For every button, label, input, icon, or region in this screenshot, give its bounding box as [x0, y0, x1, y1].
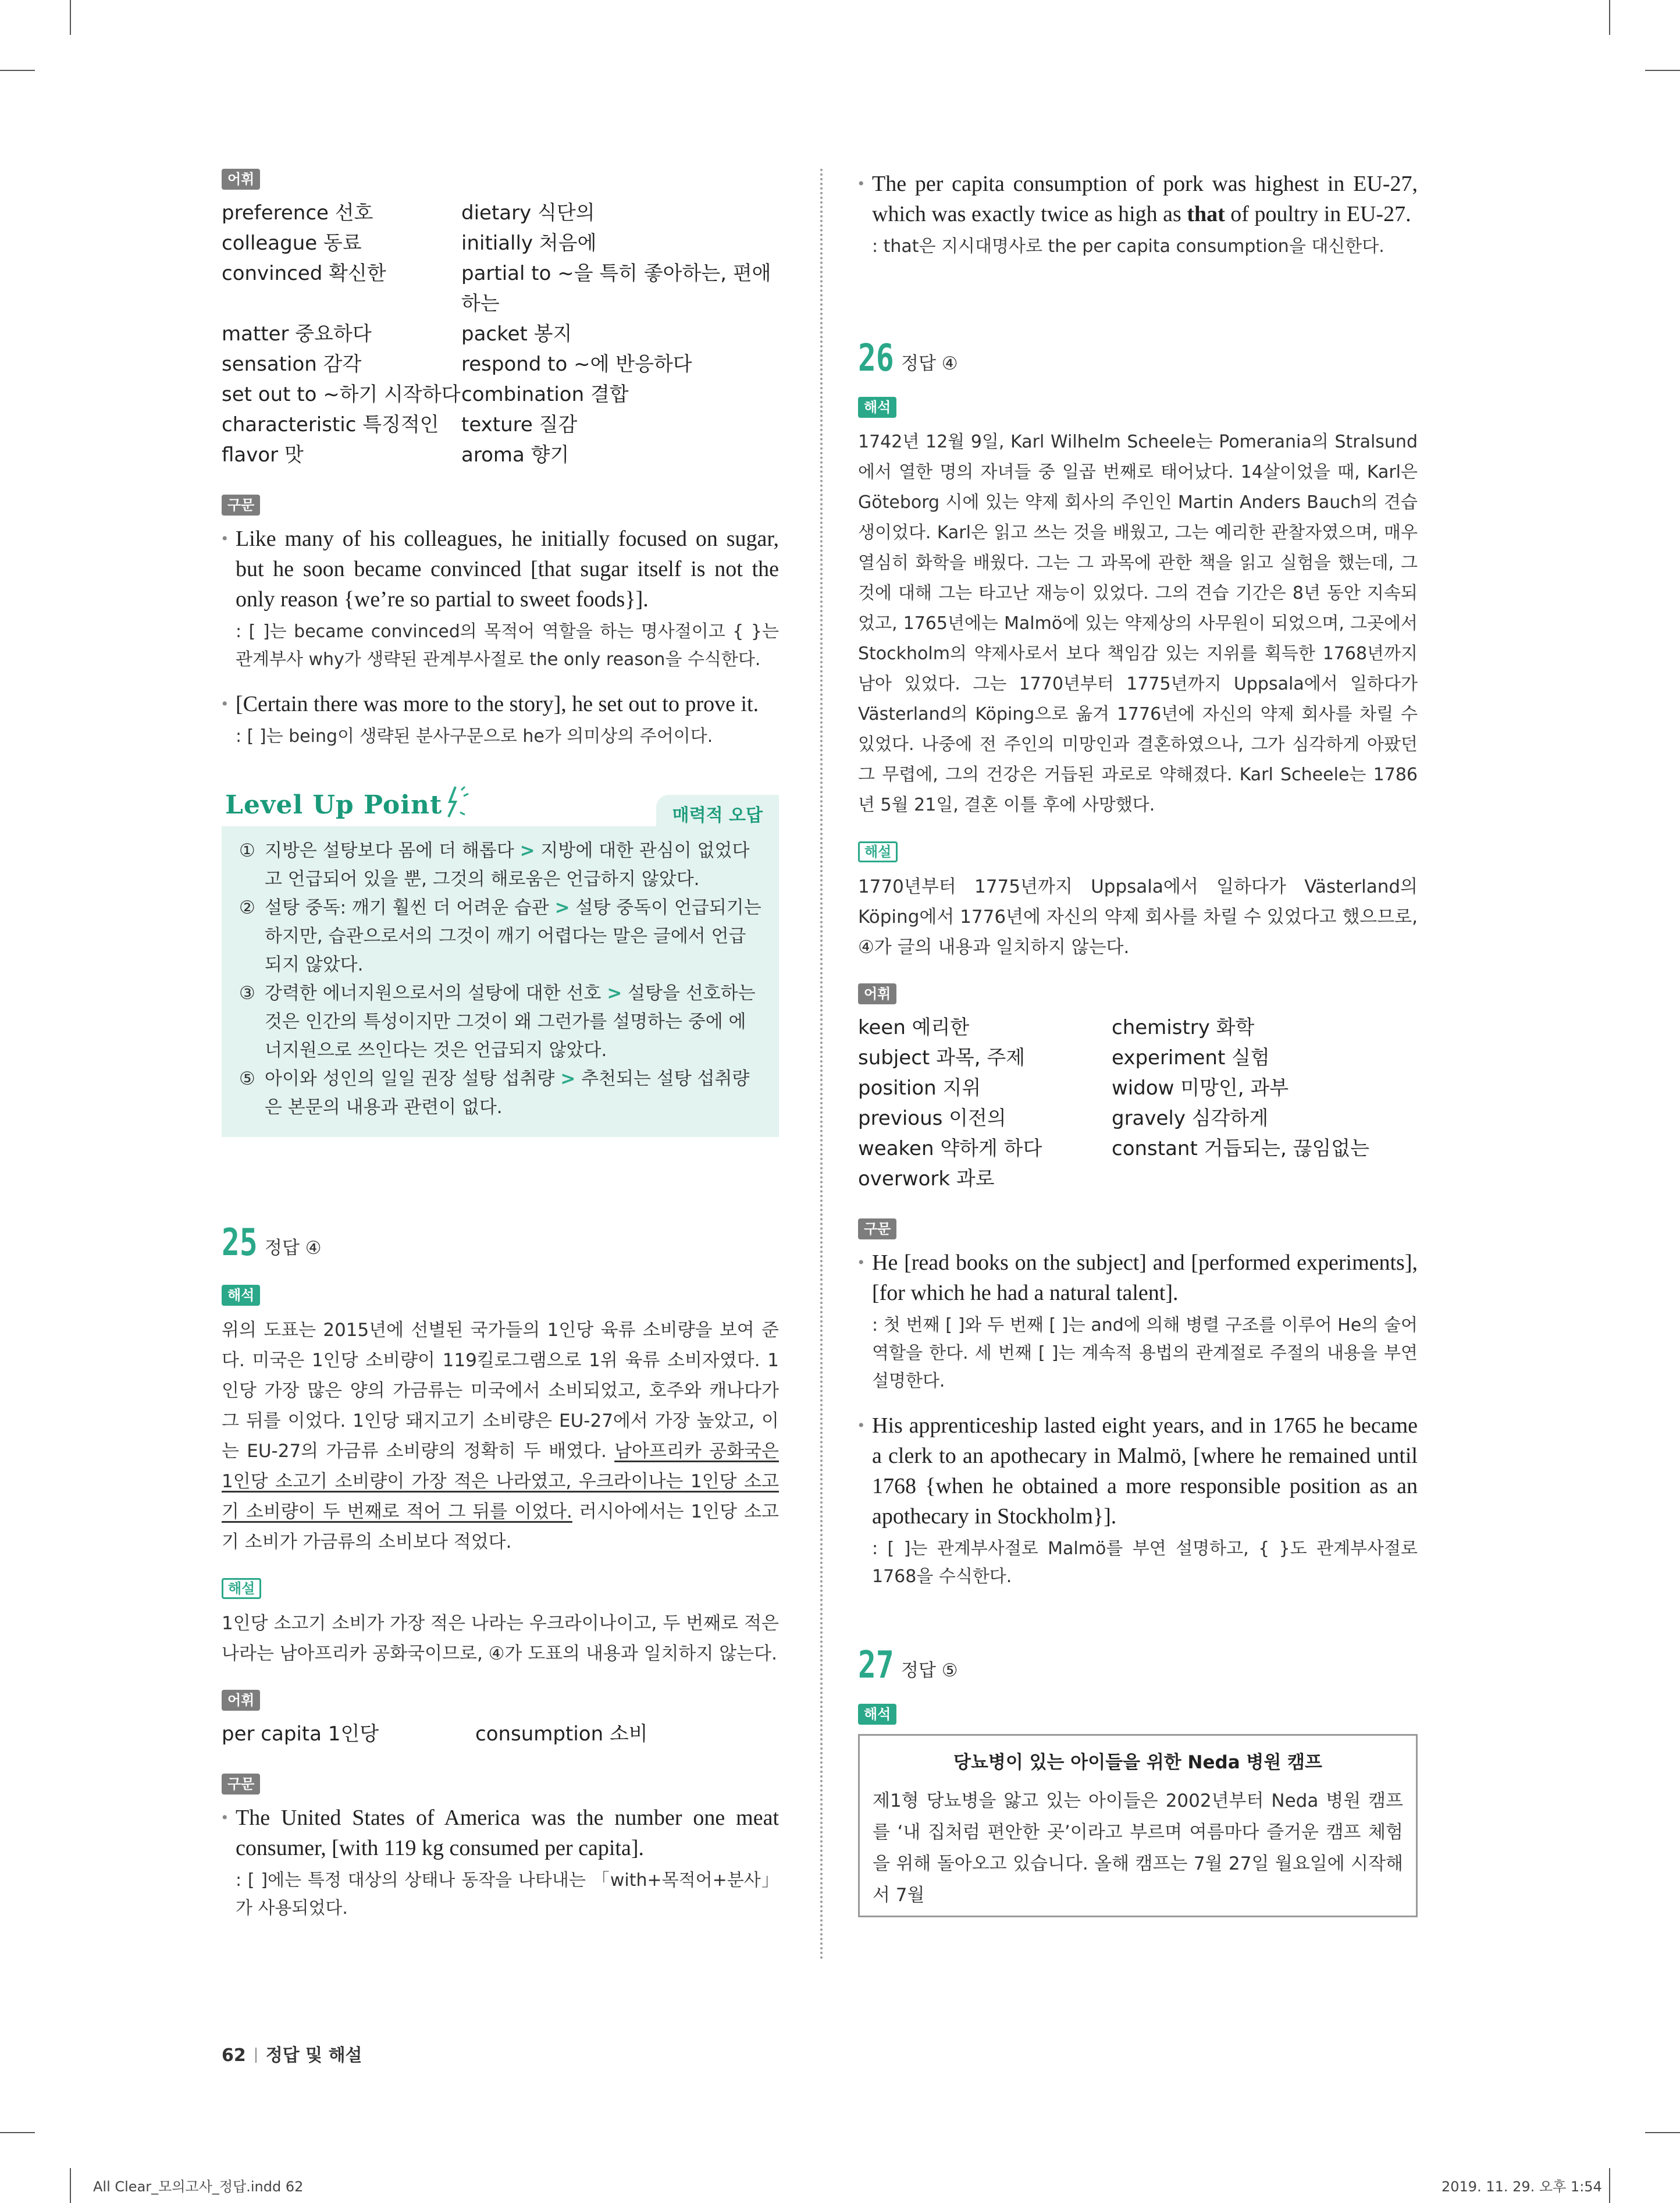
level-up-title: Level Up Point [225, 790, 443, 820]
vocab-term: convinced 확신한 [222, 262, 386, 285]
translation-tag: 해석 [222, 1285, 260, 1306]
crop-mark [70, 0, 71, 35]
answer-label: 정답 ④ [265, 1238, 322, 1259]
vocab-term: previous 이전의 [858, 1107, 1006, 1130]
syntax-list [222, 524, 779, 751]
vocab-term: set out to ~하기 시작하다 [222, 383, 461, 406]
arrow-icon: > [554, 897, 570, 918]
footer-separator [255, 2048, 257, 2063]
crop-mark [0, 70, 35, 71]
vocab-tag: 어휘 [858, 983, 896, 1004]
explanation-tag: 해설 [222, 1578, 261, 1599]
item-option: 지방은 설탕보다 몸에 더 해롭다 [265, 840, 514, 861]
vocab-term: keen 예리한 [858, 1016, 970, 1039]
level-up-item [239, 894, 761, 979]
lightning-icon [438, 784, 473, 819]
arrow-icon: > [607, 983, 622, 1004]
item-reason: 추천되는 설탕 섭취량은 본문의 내용과 관련이 없다. [265, 1068, 750, 1118]
vocab-term: dietary 식단의 [461, 201, 595, 225]
item-reason: 설탕을 선호하는 것은 인간의 특성이지만 그것이 왜 그런가를 설명하는 중에 에너지원으로 쓰인다는 것은 언급되지 않았다. [265, 983, 756, 1061]
item-number: ① [239, 840, 255, 861]
vocab-term: texture 질감 [461, 413, 578, 436]
vocab-term: respond to ~에 반응하다 [461, 353, 692, 376]
syntax-tag: 구문 [222, 1774, 260, 1795]
translation-text [222, 1315, 779, 1557]
crop-mark [1609, 2168, 1610, 2203]
translation-part: 위의 도표는 2015년에 선별된 국가들의 1인당 육류 소비량을 보여 준다. 미국은 1인당 소비량이 119킬로그램으로 1위 육류 소비자였다. 1인당 가장 많은 양의 가금류는 미국에서 소비되었고, 호주와 캐나다가 그 뒤를 이었다. 1인당 돼지고기 소비량은 EU-27에서 가장 높았고, 이는 EU-27의 가금류 소비량의 정확히 두 배였다. [222, 1320, 779, 1462]
level-up-header [222, 770, 779, 826]
item-number: ② [239, 897, 255, 918]
vocab-list [858, 1012, 1418, 1194]
syntax-note: : [ ]는 became convinced의 목적어 역할을 하는 명사절이고 { }는 관계부사 why가 생략된 관계부사절로 the only reason을 수식한다. [236, 621, 779, 670]
arrow-icon: > [519, 840, 535, 861]
vocab-term: widow 미망인, 과부 [1112, 1076, 1289, 1100]
vocab-term: sensation 감각 [222, 353, 362, 376]
vocab-list [222, 1719, 779, 1749]
vocab-term: characteristic 특징적인 [222, 413, 439, 436]
question-number: 25 [222, 1221, 258, 1264]
syntax-list [222, 1803, 779, 1923]
vocab-term [1112, 1164, 1418, 1194]
vocab-term: per capita 1인당 [222, 1722, 379, 1746]
vocab-term: initially 처음에 [461, 232, 597, 255]
level-up-label: 매력적 오답 [656, 795, 779, 832]
vocab-term: gravely 심각하게 [1112, 1107, 1269, 1130]
sentence-part: The per capita consumption of pork was highest in EU-27, which was exactly twice as high as [872, 172, 1418, 226]
vocab-term: chemistry 화학 [1112, 1016, 1255, 1039]
vocab-term: aroma 향기 [461, 443, 570, 467]
item-option: 아이와 성인의 일일 권장 설탕 섭취량 [265, 1068, 555, 1089]
level-up-item [239, 837, 761, 894]
syntax-note: : 첫 번째 [ ]와 두 번째 [ ]는 and에 의해 병렬 구조를 이루어 He의 술어 역할을 한다. 세 번째 [ ]는 계속적 용법의 관계절로 주절의 내용을 부연 설명한다. [872, 1315, 1418, 1391]
syntax-sentence: • He [read books on the subject] and [performed experiments], [for which he had a natural talent]. [858, 1248, 1418, 1308]
translation-tag: 해석 [858, 397, 896, 418]
vocab-term: combination 결합 [461, 383, 629, 406]
syntax-sentence [858, 169, 1418, 229]
vocab-term: overwork 과로 [858, 1167, 995, 1191]
vocab-term: preference 선호 [222, 201, 373, 225]
column-divider [820, 169, 823, 1961]
vocab-term: colleague 동료 [222, 232, 362, 255]
syntax-list [858, 1248, 1418, 1591]
date-slug: 2019. 11. 29. 오후 1:54 [1441, 2179, 1602, 2195]
vocab-term: weaken 약하게 하다 [858, 1137, 1042, 1160]
question-header [858, 337, 1418, 380]
question-number: 26 [858, 337, 894, 380]
right-column [858, 169, 1418, 1917]
level-up-item [239, 1065, 761, 1122]
camp-notice-box [858, 1734, 1418, 1917]
explanation-text: 1인당 소고기 소비가 가장 적은 나라는 우크라이나이고, 두 번째로 적은 나라는 남아프리카 공화국이므로, ④가 도표의 내용과 일치하지 않는다. [222, 1613, 779, 1664]
camp-notice-title: 당뇨병이 있는 아이들을 위한 Neda 병원 캠프 [953, 1752, 1322, 1773]
vocab-term: partial to ~을 특히 좋아하는, 편애하는 [461, 262, 771, 315]
vocab-term: position 지위 [858, 1076, 981, 1100]
item-option: 설탕 중독: 깨기 훨씬 더 어려운 습관 [265, 897, 549, 918]
page-footer [222, 2041, 362, 2066]
syntax-note: : [ ]에는 특정 대상의 상태나 동작을 나타내는 「with+목적어+분사」가 사용되었다. [236, 1870, 779, 1918]
page-number: 62 [222, 2045, 246, 2066]
footer-label: 정답 및 해설 [265, 2045, 362, 2066]
crop-mark [1645, 70, 1680, 71]
vocab-term: subject 과목, 주제 [858, 1046, 1026, 1069]
level-up-item [239, 979, 761, 1065]
crop-mark [1609, 0, 1610, 35]
syntax-tag: 구문 [222, 495, 260, 516]
question-header [858, 1644, 1418, 1687]
answer-label: 정답 ④ [901, 353, 958, 374]
file-slug: All Clear_모의고사_정답.indd 62 [93, 2179, 304, 2195]
vocab-tag: 어휘 [222, 1690, 260, 1711]
vocab-term: packet 봉지 [461, 322, 572, 346]
translation-part: 러시아에서는 1인당 소고기 소비가 가금류의 소비보다 적었다. [222, 1501, 779, 1552]
sentence-part: of poultry in EU-27. [1225, 202, 1411, 226]
crop-mark [0, 2132, 35, 2133]
vocab-term: experiment 실험 [1112, 1046, 1270, 1069]
syntax-note: : [ ]는 관계부사절로 Malmö를 부연 설명하고, { }도 관계부사절로 1768을 수식한다. [872, 1538, 1418, 1587]
sentence-bold: that [1187, 202, 1225, 226]
syntax-tag: 구문 [858, 1218, 896, 1239]
question-header [222, 1221, 779, 1264]
crop-mark [70, 2168, 71, 2203]
translation-tag: 해석 [858, 1704, 896, 1725]
syntax-sentence: • [Certain there was more to the story], he set out to prove it. [222, 689, 779, 719]
level-up-box [222, 826, 779, 1137]
item-option: 강력한 에너지원으로서의 설탕에 대한 선호 [265, 983, 601, 1004]
item-reason: 지방에 대한 관심이 없었다고 언급되어 있을 뿐, 그것의 해로움은 언급하지 않았다. [265, 840, 750, 890]
camp-notice-text: 제1형 당뇨병을 앓고 있는 아이들은 2002년부터 Neda 병원 캠프를 ‘내 집처럼 편안한 곳’이라고 부르며 여름마다 즐거운 캠프 체험을 위해 돌아오고 있습니다. 올해 캠프는 7월 27일 월요일에 시작해서 7월 [873, 1790, 1403, 1906]
syntax-sentence: • His apprenticeship lasted eight years, and in 1765 he became a clerk to an apothecary in Malmö, [where he remained until 1768 {when he obtained a more responsible position as an apothecary in Stockholm}]. [858, 1410, 1418, 1532]
syntax-note: : that은 지시대명사로 the per capita consumption을 대신한다. [872, 236, 1384, 257]
vocab-term: matter 중요하다 [222, 322, 372, 346]
item-number: ⑤ [239, 1068, 255, 1089]
vocab-term: consumption 소비 [475, 1722, 648, 1746]
item-number: ③ [239, 983, 255, 1004]
crop-mark [1645, 2132, 1680, 2133]
syntax-note: : [ ]는 being이 생략된 분사구문으로 he가 의미상의 주어이다. [236, 726, 713, 747]
explanation-text: 1770년부터 1775년까지 Uppsala에서 일하다가 Västerland의 Köping에서 1776년에 자신의 약제 회사를 차릴 수 있었다고 했으므로, ④가 글의 내용과 일치하지 않는다. [858, 876, 1418, 958]
answer-label: 정답 ⑤ [901, 1660, 958, 1681]
vocab-term: constant 거듭되는, 끊임없는 [1112, 1137, 1369, 1160]
explanation-tag: 해설 [858, 841, 898, 862]
left-column [222, 169, 779, 1938]
vocab-term: flavor 맛 [222, 443, 304, 467]
item-reason: 설탕 중독이 언급되기는 하지만, 습관으로서의 그것이 깨기 어렵다는 말은 글에서 언급되지 않았다. [265, 897, 761, 975]
syntax-sentence: • Like many of his colleagues, he initially focused on sugar, but he soon became convinced [that sugar itself is not the only reason {we’re so partial to sweet foods}]. [222, 524, 779, 614]
syntax-sentence: • The United States of America was the number one meat consumer, [with 119 kg consumed per capita]. [222, 1803, 779, 1863]
vocab-tag: 어휘 [222, 169, 260, 190]
arrow-icon: > [560, 1068, 576, 1089]
question-number: 27 [858, 1644, 894, 1687]
vocab-list [222, 198, 779, 470]
translation-underlined: 남아프리카 공화국은 1인당 소고기 소비량이 가장 적은 나라였고, 우크라이나는 1인당 소고기 소비량이 두 번째로 적어 그 뒤를 이었다. [222, 1441, 779, 1522]
translation-text: 1742년 12월 9일, Karl Wilhelm Scheele는 Pomerania의 Stralsund에서 열한 명의 자녀들 중 일곱 번째로 태어났다. 14살이었을 때, Karl은 Göteborg 시에 있는 약제 회사의 주인인 Martin Anders Bauch의 견습생이었다. Karl은 읽고 쓰는 것을 배웠고, 그는 예리한 관찰자였으며, 매우 열심히 화학을 배웠다. 그는 그 과목에 관한 책을 읽고 실험을 했는데, 그것에 대해 그는 타고난 재능이 있었다. 그의 견습 기간은 8년 동안 지속되었고, 1765년에는 Malmö에 있는 약제상의 사무원이 되었으며, 그곳에서 Stockholm의 약제사로서 보다 책임감 있는 지위를 획득한 1768년까지 남아 있었다. 그는 1770년부터 1775년까지 Uppsala에서 일하다가 Västerland의 Köping으로 옮겨 1776년에 자신의 약제 회사를 차릴 수 있었다. 나중에 전 주인의 미망인과 결혼하였으나, 그가 심각하게 아팠던 그 무렵에, 그의 건강은 거듭된 과로로 약해졌다. Karl Scheele는 1786년 5월 21일, 결혼 이틀 후에 사망했다. [858, 432, 1418, 815]
